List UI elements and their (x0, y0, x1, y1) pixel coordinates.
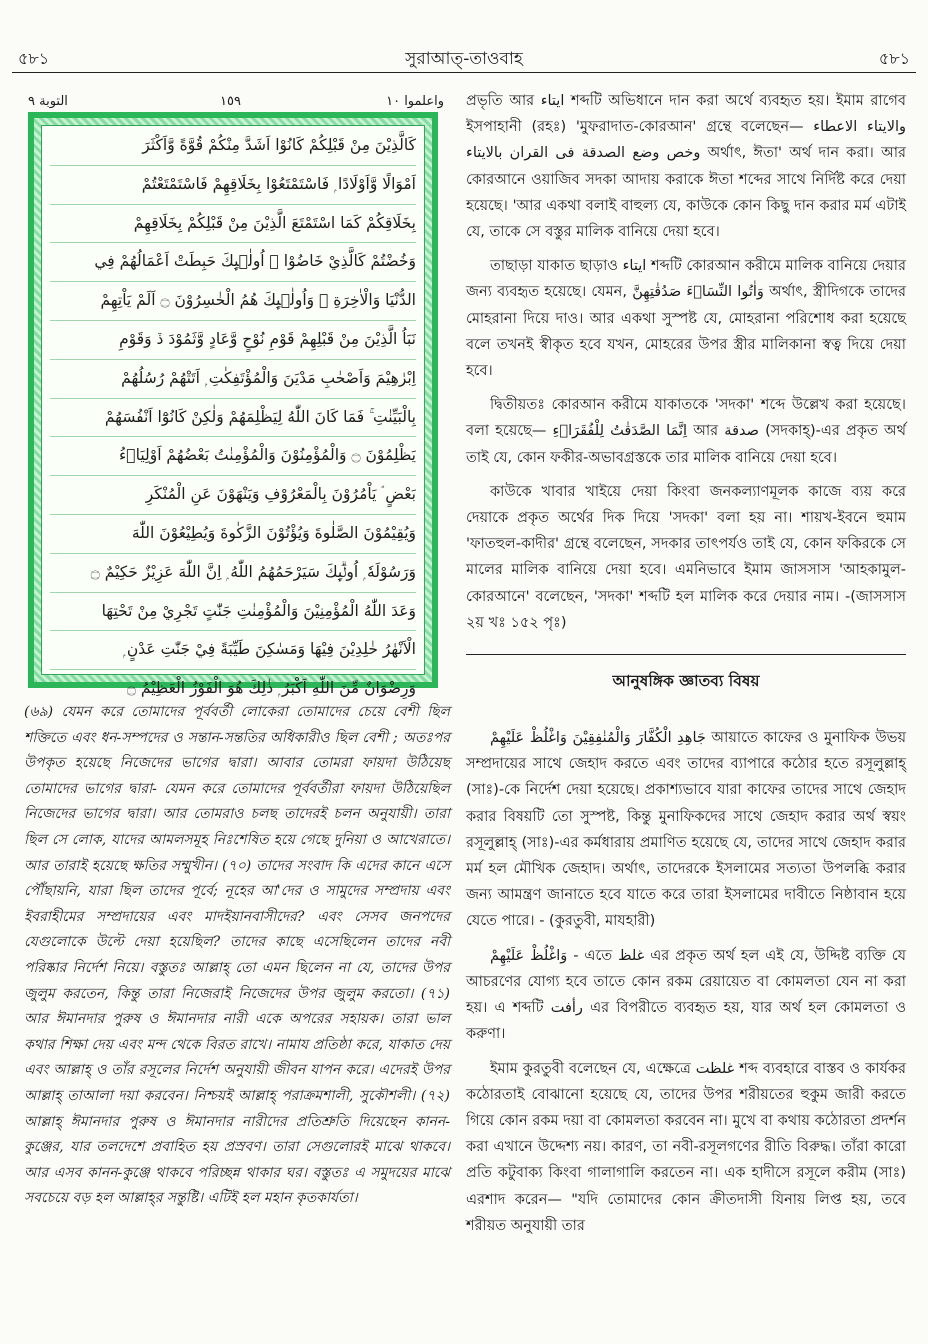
commentary-paragraph: وَاغْلُظْ عَلَيْهِمْ - এতে غلظ এর প্রকৃত অর্থ হল এই যে, উদ্দিষ্ট ব্যক্তি যে আচরণের যোগ্য হবে তাতে কোন রকম রেয়ায়েত বা কোমলতা যেন না করা হয়। এ শব্দটি رأفت এর বিপরীতে ব্যবহৃত হয়, যার অর্থ হল কোমলতা ও করুণা। (466, 947, 907, 1043)
section-title: আনুষঙ্গিক জ্ঞাতব্য বিষয় (612, 672, 760, 691)
quran-header (24, 88, 450, 114)
quran-line: وَرِضْوَانٌ مِّنَ اللّٰهِ اَكْبَرُ ۭ ذٰلِكَ هُوَ الْفَوْزُ الْعَظِيْمُ ۝ (126, 679, 416, 698)
quran-line: بِالْبَيِّنٰتِ ۚ فَمَا كَانَ اللّٰهُ لِيَظْلِمَهُمْ وَلٰكِنْ كَانُوْٓا اَنْفُسَهُمْ (50, 399, 416, 438)
quran-line: وَخُضْتُمْ كَالَّذِيْ خَاضُوْا ۭ اُولٰۗىِٕكَ حَبِطَتْ اَعْمَالُهُمْ فِي (50, 243, 416, 282)
quran-header-juz: واعلموا ١٠ (386, 94, 444, 109)
quran-line: نَبَاُ الَّذِيْنَ مِنْ قَبْلِهِمْ قَوْمِ نُوْحٍ وَّعَادٍ وَّثَمُوْدَ ڏ وَقَوْمِ (50, 321, 416, 360)
quran-line: كَالَّذِيْنَ مِنْ قَبْلِكُمْ كَانُوْا اَشَدَّ مِنْكُمْ قُوَّةً وَّاَكْثَرَ (50, 127, 416, 166)
translation-text: (৬৯) যেমন করে তোমাদের পূর্ববর্তী লোকেরা তোমাদের চেয়ে বেশী ছিল শক্তিতে এবং ধন-সম্পদের ও সন্তান-সন্ততির অধিকারীও ছিল বেশী ; অতঃপর উপকৃত হয়েছে নিজেদের ভাগের দ্বারা। আবার তোমরা ফায়দা উঠিয়েছ তোমাদের ভাগের দ্বারা- যেমন করে তোমাদের পূর্ববর্তীরা ফায়দা উঠিয়েছিল নিজেদের ভাগের দ্বারা। আর তোমরাও চলছ তাদেরই চলন অনুযায়ী। তারা ছিল সে লোক, যাদের আমলসমূহ নিঃশেষিত হয়ে গেছে দুনিয়া ও আখেরাতে। আর তারাই হয়েছে ক্ষতির সম্মুখীন। (৭০) তাদের সংবাদ কি এদের কানে এসে পৌঁছায়নি, যারা ছিল তাদের পূর্বে; নূহের আ'দের ও সামুদের সম্প্রদায় এবং ইবরাহীমের সম্প্রদায়ের এবং মাদইয়ানবাসীদের? এবং সেসব জনপদের যেগুলোকে উল্টে দেয়া হয়েছিল? তাদের কাছে এসেছিলেন তাদের নবী পরিষ্কার নির্দেশ নিয়ে। বস্তুতঃ আল্লাহ্ তো এমন ছিলেন না যে, তাদের উপর জুলুম করতেন, কিন্তু তারা নিজেরাই নিজেদের উপর জুলুম করতো। (৭১) আর ঈমানদার পুরুষ ও ঈমানদার নারী একে অপরের সহায়ক। তারা ভাল কথার শিক্ষা দেয় এবং মন্দ থেকে বিরত রাখে। নামায প্রতিষ্ঠা করে, যাকাত দেয় এবং আল্লাহ্ ও তাঁর রসূলের নির্দেশ অনুযায়ী জীবন যাপন করে। এদেরই উপর আল্লাহ্ তাআলা দয়া করবেন। নিশ্চয়ই আল্লাহ্ পরাক্রমশালী, সুকৌশলী। (৭২) আল্লাহ্ ঈমানদার পুরুষ ও ঈমানদার নারীদের প্রতিশ্রুতি দিয়েছেন কানন-কুঞ্জের, যার তলদেশে প্রবাহিত হয় প্রস্রবণ। তারা সেগুলোরই মাঝে থাকবে। আর এসব কানন-কুঞ্জে থাকবে পরিচ্ছন্ন থাকার ঘর। বস্তুতঃ এ সমুদয়ের মাঝে সবচেয়ে বড় হল আল্লাহ্‌র সন্তুষ্টি। এটিই হল মহান কৃতকার্যতা। (24, 704, 450, 1207)
commentary-paragraph: প্রভৃতি আর ايتاء শব্দটি অভিধানে দান করা অর্থে ব্যবহৃত হয়। ইমাম রাগেব ইসপাহানী (রহঃ) 'মুফরাদাত-কোরআন' গ্রন্থে বলেছেন— والايتاء الاعطاء وخص وضع الصدقة فى القران بالايتاء অর্থাৎ, ঈতা' অর্থ দান করা। আর কোরআনে ওয়াজিব সদকা আদায় করাকে ঈতা শব্দের সাথে নির্দিষ্ট করে দেয়া হয়েছে। 'আর একথা বলাই বাহুল্য যে, কাউকে কোন কিছু দান করার মর্ম এটাই যে, তাকে সে বস্তুর মালিক বানিয়ে দেয়া হবে। (466, 93, 906, 241)
quran-line: اَمْوَالًا وَّاَوْلَادًا ۭ فَاسْتَمْتَعُوْا بِخَلَاقِهِمْ فَاسْتَمْتَعْتُمْ (50, 166, 416, 205)
right-column (466, 88, 906, 1318)
header-rule (12, 72, 916, 73)
quran-line: وَرَسُوْلَهٗ ۭ اُولٰۗىِٕكَ سَيَرْحَمُهُمُ اللّٰهُ ۭ اِنَّ اللّٰهَ عَزِيْزٌ حَكِيْمٌ ۝ (50, 554, 416, 593)
left-column (24, 88, 450, 1318)
quran-line: وَعَدَ اللّٰهُ الْمُؤْمِنِيْنَ وَالْمُؤْمِنٰتِ جَنّٰتٍ تَجْرِيْ مِنْ تَحْتِهَا (50, 593, 416, 632)
commentary-paragraph: جَاهِدِ الْكُفَّارَ وَالْمُنٰفِقِيْنَ وَاغْلُظْ عَلَيْهِمْ আয়াতে কাফের ও মুনাফিক উভয় সম্প্রদায়ের সাথে জেহাদ করতে এবং তাদের ব্যাপারে কঠোর হতে রসূলুল্লাহ্ (সাঃ)-কে নির্দেশ দেয়া হয়েছে। প্রকাশ্যভাবে যারা কাফের তাদের সাথে জেহাদ করার বিষয়টি তো সুস্পষ্ট, কিন্তু মুনাফিকদের সাথে জেহাদ করার অর্থ স্বয়ং রসূলুল্লাহ্ (সাঃ)-এর কর্মধারায় প্রমাণিত হয়েছে যে, তাদের সাথে জেহাদ করার মর্ম হল মৌখিক জেহাদ। অর্থাৎ, তাদেরকে ইসলামের সত্যতা উপলব্ধি করার জন্য আমন্ত্রণ জানাতে হবে যাতে করে তারা ইসলামের দাবীতে নিষ্ঠাবান হয়ে যেতে পারে। - (কুরতুবী, মাযহারী) (466, 730, 906, 930)
commentary-paragraph: ইমাম কুরতুবী বলেছেন যে, এক্ষেত্রে غلظت শব্দ ব্যবহারে বাস্তব ও কার্যকর কঠোরতাই বোঝানো হয়েছে যে, তাদের উপর শরীয়তের হুকুম জারী করতে গিয়ে কোন রকম দয়া বা কোমলতা করবেন না। মুখে বা কথায় কঠোরতা প্রদর্শন করা এখানে উদ্দেশ্য নয়। কারণ, তা নবী-রসূলগণের রীতি বিরুদ্ধ। তাঁরা কারো প্রতি কটুবাক্য কিংবা গালাগালি করতেন না। এক হাদীসে রসূলে করীম (সাঃ) এরশাদ করেন— "যদি তোমাদের কোন ক্রীতদাসী যিনায় লিপ্ত হয়, তবে শরীয়ত অনুযায়ী তার (466, 1060, 907, 1234)
quran-line: اِبْرٰهِيْمَ وَاَصْحٰبِ مَدْيَنَ وَالْمُؤْتَفِكٰتِ ۭ اَتَتْهُمْ رُسُلُهُمْ (50, 360, 416, 399)
quran-header-page: ١٥٩ (220, 94, 241, 109)
quran-line: يَظْلِمُوْنَ ۝ وَالْمُؤْمِنُوْنَ وَالْمُؤْمِنٰتُ بَعْضُهُمْ اَوْلِيَاۗءُ (50, 437, 416, 476)
quran-line: الدُّنْيَا وَالْاٰخِرَةِ ۚ وَاُولٰۗىِٕكَ هُمُ الْخٰسِرُوْنَ ۝ اَلَمْ يَاْتِهِمْ (50, 282, 416, 321)
quran-header-surah: التوبة ٩ (28, 94, 68, 109)
commentary-paragraph: তাছাড়া যাকাত ছাড়াও ايتاء শব্দটি কোরআন করীমে মালিক বানিয়ে দেয়ার জন্য ব্যবহৃত হয়েছে। যেমন, وَاٰتُوا النِّسَاۗءَ صَدُقٰتِهِنَّ অর্থাৎ, স্ত্রীদিগকে তাদের মোহরানা দিয়ে দাও। আর একথা সুস্পষ্ট যে, মোহরানা পরিশোধ করা হয়েছে বলে তখনই স্বীকৃত হবে যখন, মোহরের উপর স্ত্রীর মালিকানা স্বত্ব দিয়ে দেয়া হবে। (466, 258, 906, 380)
quran-line: الْاَنْهٰرُ خٰلِدِيْنَ فِيْهَا وَمَسٰكِنَ طَيِّبَةً فِيْ جَنّٰتِ عَدْنٍ ۭ (50, 631, 416, 670)
quran-text-panel (41, 125, 425, 698)
quran-frame (28, 112, 438, 698)
page-number-left: ৫৮১ (18, 49, 50, 68)
surah-title: সুরাআত্-তাওবাহ (405, 49, 523, 69)
page-number-right: ৫৮১ (878, 49, 910, 68)
commentary-paragraph: দ্বিতীয়তঃ কোরআন করীমে যাকাতকে 'সদকা' শব্দে উল্লেখ করা হয়েছে। বলা হয়েছে— اِنَّمَا الصَّدَقٰتُ لِلْفُقَرَاۗءِ আর صدقة (সদকাহ্)-এর প্রকৃত অর্থ তাই যে, কোন ফকীর-অভাবগ্রস্তকে তার মালিক বানিয়ে দেয়া হবে। (466, 397, 906, 466)
quran-line: بَعْضٍ ۘ يَاْمُرُوْنَ بِالْمَعْرُوْفِ وَيَنْهَوْنَ عَنِ الْمُنْكَرِ (50, 476, 416, 515)
page-header (12, 36, 916, 76)
quran-line: بِخَلَاقِكُمْ كَمَا اسْتَمْتَعَ الَّذِيْنَ مِنْ قَبْلِكُمْ بِخَلَاقِهِمْ (50, 205, 416, 244)
quran-line: وَيُقِيْمُوْنَ الصَّلٰوةَ وَيُؤْتُوْنَ الزَّكٰوةَ وَيُطِيْعُوْنَ اللّٰهَ (50, 515, 416, 554)
commentary-paragraph: কাউকে খাবার খাইয়ে দেয়া কিংবা জনকল্যাণমূলক কাজে ব্যয় করে দেয়াকে প্রকৃত অর্থের দিক দিয়ে 'সদকা' বলা হয় না। শায়খ-ইবনে হুমাম 'ফাতহুল-কাদীর' গ্রন্থে বলেছেন, সদকার তাৎপর্যও তাই যে, কোন ফকিরকে সে মালের মালিক বানিয়ে দেয়া হবে। এমনিভাবে ইমাম জাসসাস 'আহকামুল-কোরআনে' বলেছেন, 'সদকা' শব্দটি হল মালিক করে দেয়ার নাম। -(জাসসাস ২য় খঃ ১৫২ পৃঃ) (466, 483, 906, 631)
section-divider (466, 654, 906, 655)
